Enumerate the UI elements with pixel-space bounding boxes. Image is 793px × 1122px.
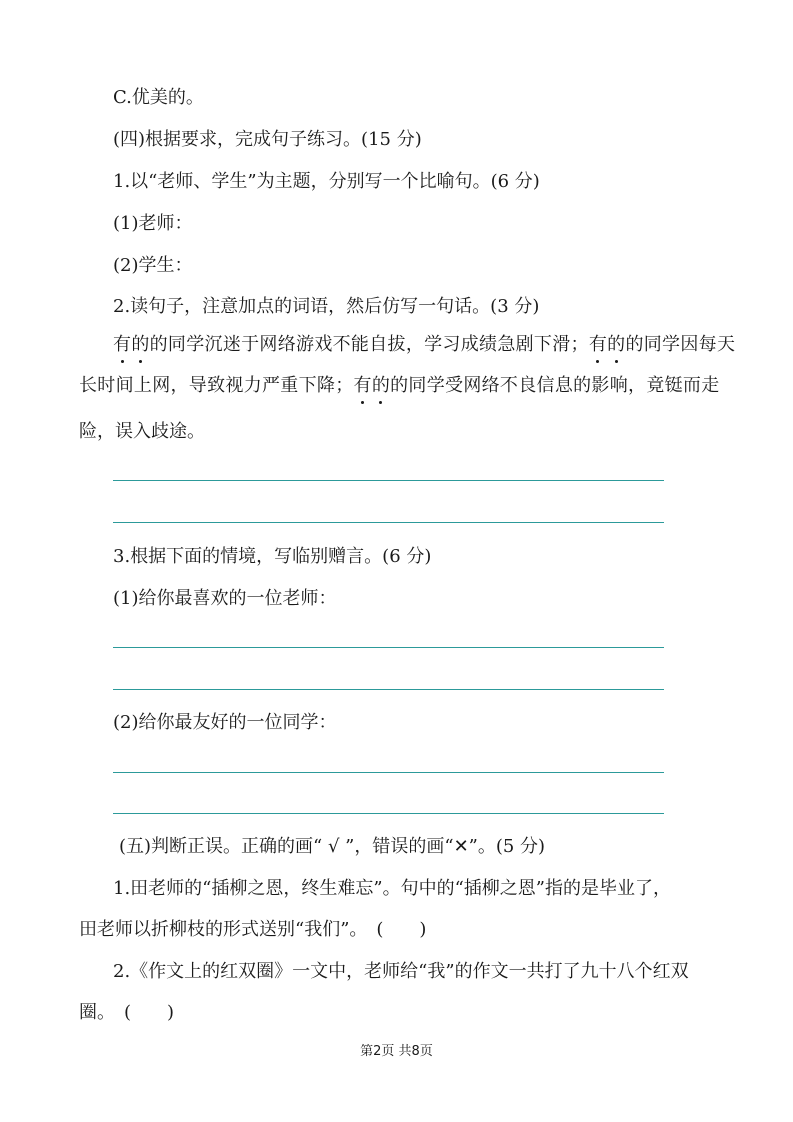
answer-line[interactable] [113,689,664,690]
dotted-word-de: 的 [371,375,391,396]
passage-text: 的同学受网络不良信息的影响，竟铤而走 [390,375,720,396]
judge-1-line-2: 田老师以折柳枝的形式送别“我们”。 ( ) [79,919,427,940]
question-3-classmate: (2)给你最友好的一位同学： [113,712,337,733]
passage-line-1 [113,333,735,357]
dotted-word-you: 有 [588,334,608,355]
passage-text: 的同学沉迷于网络游戏不能自拔，学习成绩急剧下滑； [149,334,589,355]
passage-line-2 [79,374,720,398]
answer-line[interactable] [113,522,664,523]
dotted-word-de: 的 [131,334,150,355]
answer-line[interactable] [113,480,664,481]
question-1-teacher: (1)老师： [113,213,193,234]
question-1: 1.以“老师、学生”为主题，分别写一个比喻句。(6 分) [113,171,540,192]
answer-line[interactable] [113,647,664,648]
question-3: 3.根据下面的情境，写临别赠言。(6 分) [113,546,432,567]
page-footer: 第2页 共8页 [360,1044,433,1059]
passage-text: 的同学因每天 [625,334,736,355]
question-3-teacher: (1)给你最喜欢的一位老师： [113,588,337,609]
section-five-title: (五)判断正误。正确的画“ √ ”，错误的画“✕”。(5 分) [119,836,546,857]
question-2: 2.读句子，注意加点的词语，然后仿写一句话。(3 分) [113,296,540,317]
passage-text: 长时间上网，导致视力严重下降； [79,375,354,396]
dotted-word-de: 的 [607,334,626,355]
dotted-word-you: 有 [113,334,132,355]
judge-2-line-2: 圈。 ( ) [79,1002,175,1023]
section-four-title: (四)根据要求，完成句子练习。(15 分) [113,129,422,150]
answer-line[interactable] [113,772,664,773]
dotted-word-you: 有 [353,375,372,396]
passage-line-3: 险，误入歧途。 [79,421,205,442]
option-c: C.优美的。 [113,87,204,108]
judge-1-line-1: 1.田老师的“插柳之恩，终生难忘”。句中的“插柳之恩”指的是毕业了， [113,878,671,899]
answer-line[interactable] [113,813,664,814]
judge-2-line-1: 2.《作文上的红双圈》一文中，老师给“我”的作文一共打了九十八个红双 [113,961,689,982]
question-1-student: (2)学生： [113,255,193,276]
